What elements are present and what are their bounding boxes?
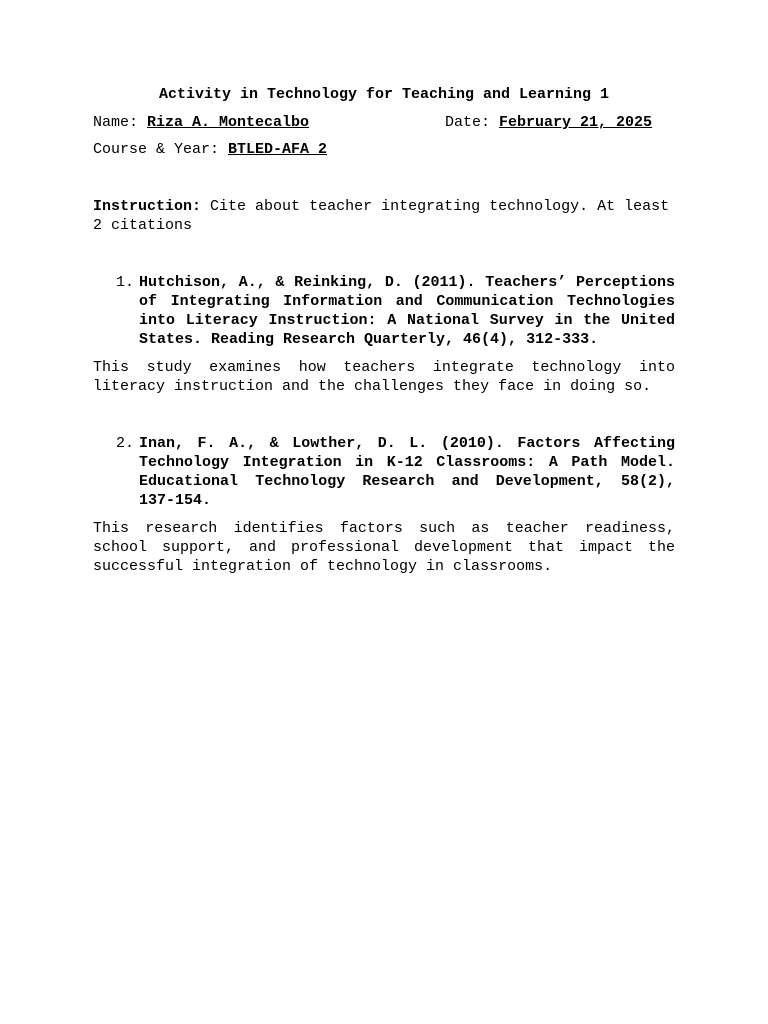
reference-item-2 bbox=[93, 434, 675, 510]
reference-summary-1: This study examines how teachers integrate technology into literacy instruction and the challenges they face in doing so. bbox=[93, 359, 675, 395]
instruction-paragraph bbox=[93, 197, 675, 235]
course-field bbox=[93, 140, 327, 159]
document-page bbox=[93, 84, 675, 576]
name-field bbox=[93, 113, 309, 132]
document-title: Activity in Technology for Teaching and Learning 1 bbox=[158, 86, 610, 103]
reference-summary-2: This research identifies factors such as teacher readiness, school support, and professional development that impact the successful integration of technology in classrooms. bbox=[93, 520, 675, 575]
reference-citation: Inan, F. A., & Lowther, D. L. (2010). Factors Affecting Technology Integration in K-12 Classrooms: A Path Model. Educational Technology Research and Development, 58(2), 137-154. bbox=[139, 435, 675, 509]
date-field bbox=[445, 113, 652, 132]
course-row bbox=[93, 140, 675, 159]
course-label: Course & Year: bbox=[93, 141, 220, 158]
name-date-row bbox=[93, 113, 675, 132]
reference-number: 2. bbox=[116, 435, 135, 452]
reference-item-1 bbox=[93, 273, 675, 349]
name-value: Riza A. Montecalbo bbox=[147, 114, 310, 131]
date-label: Date: bbox=[445, 114, 491, 131]
instruction-text: Cite about teacher integrating technology. At least 2 citations bbox=[93, 198, 670, 234]
course-value: BTLED-AFA 2 bbox=[228, 141, 328, 158]
date-value: February 21, 2025 bbox=[499, 114, 653, 131]
reference-number: 1. bbox=[116, 274, 135, 291]
instruction-label: Instruction: bbox=[93, 198, 202, 215]
reference-citation: Hutchison, A., & Reinking, D. (2011). Teachers’ Perceptions of Integrating Information and Communication Technologies into Literacy Instruction: A National Survey in the United States. Reading Research Quarterly, 46(4), 312-333. bbox=[139, 274, 675, 348]
name-label: Name: bbox=[93, 114, 139, 131]
